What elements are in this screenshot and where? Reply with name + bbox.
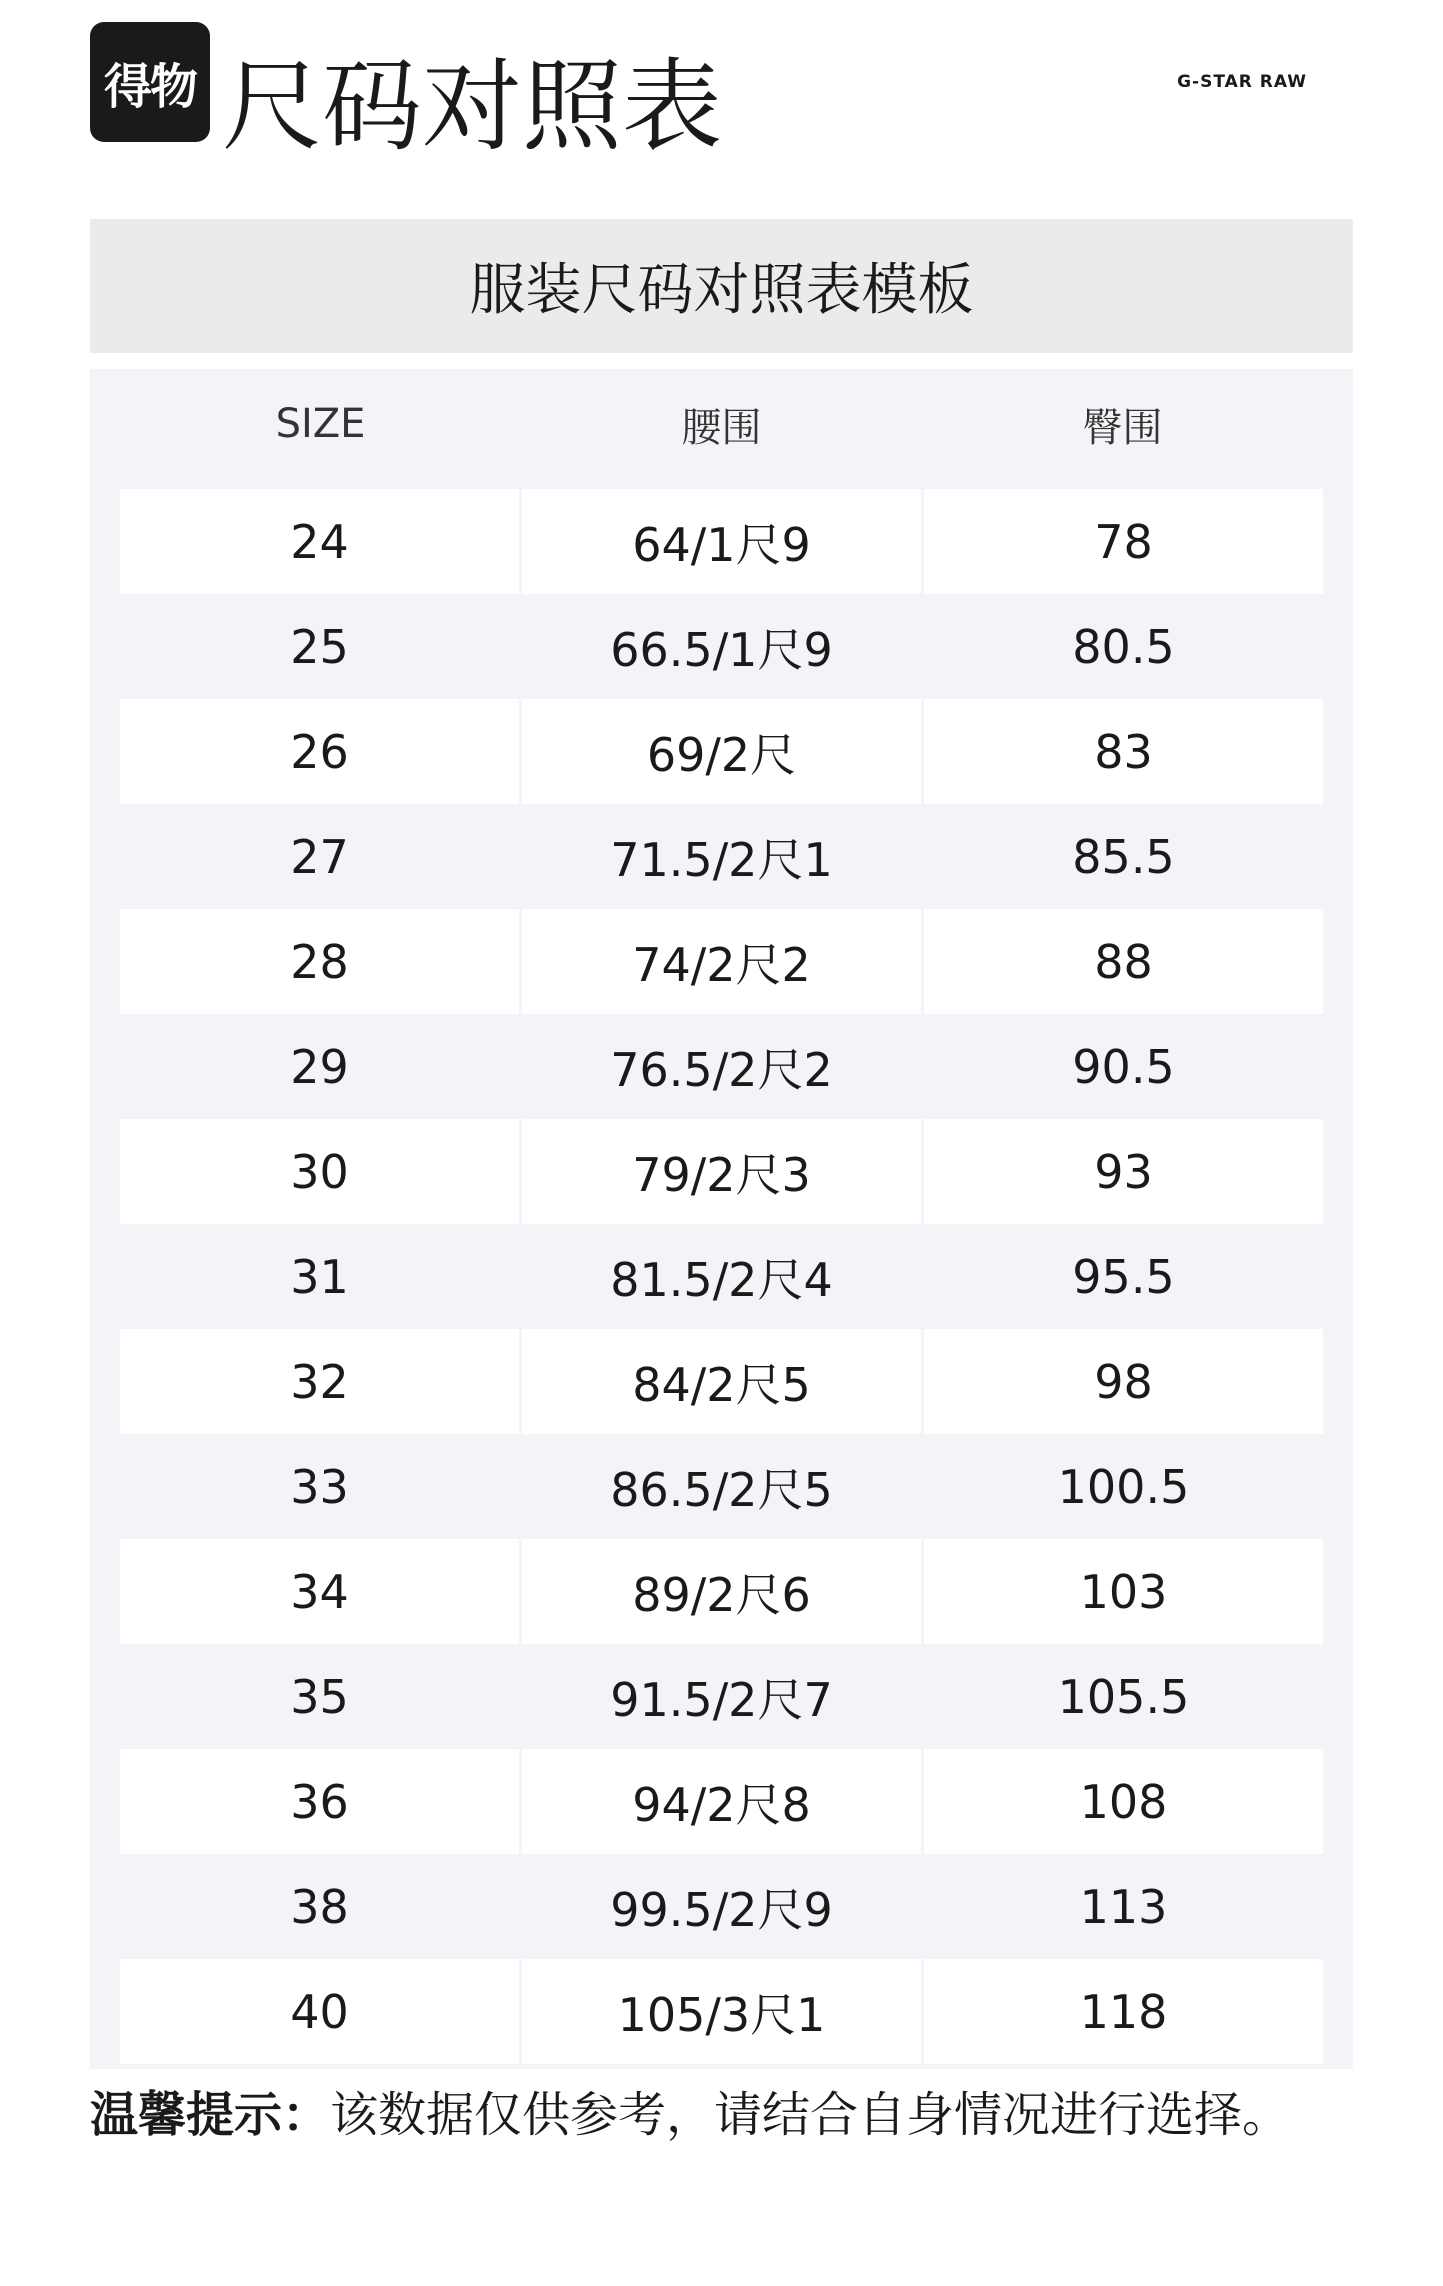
cell-hip: 105.5	[921, 1644, 1323, 1749]
cell-size: 35	[120, 1644, 519, 1749]
cell-size: 36	[120, 1749, 519, 1854]
table-row	[120, 804, 1323, 909]
table-row	[120, 909, 1323, 1014]
cell-waist: 84/2尺5	[519, 1329, 921, 1434]
cell-waist: 91.5/2尺7	[519, 1644, 921, 1749]
cell-size: 27	[120, 804, 519, 909]
cell-waist: 76.5/2尺2	[519, 1014, 921, 1119]
table-row	[120, 594, 1323, 699]
cell-hip: 113	[921, 1854, 1323, 1959]
cell-waist: 89/2尺6	[519, 1539, 921, 1644]
cell-waist: 86.5/2尺5	[519, 1434, 921, 1539]
cell-hip: 100.5	[921, 1434, 1323, 1539]
table-row	[120, 1749, 1323, 1854]
column-header-size: SIZE	[275, 401, 366, 447]
cell-waist: 69/2尺	[519, 699, 921, 804]
tip-note	[90, 2080, 1290, 2150]
table-row	[120, 1224, 1323, 1329]
cell-hip: 78	[921, 489, 1323, 594]
table-row	[120, 1014, 1323, 1119]
cell-size: 32	[120, 1329, 519, 1434]
cell-waist: 64/1尺9	[519, 489, 921, 594]
cell-waist: 105/3尺1	[519, 1959, 921, 2064]
brand-logo: G-STAR RAW	[1177, 72, 1307, 92]
cell-waist: 79/2尺3	[519, 1119, 921, 1224]
table-row	[120, 1434, 1323, 1539]
cell-size: 40	[120, 1959, 519, 2064]
cell-waist: 71.5/2尺1	[519, 804, 921, 909]
cell-size: 26	[120, 699, 519, 804]
cell-hip: 98	[921, 1329, 1323, 1434]
cell-waist: 81.5/2尺4	[519, 1224, 921, 1329]
table-row	[120, 1329, 1323, 1434]
page-title: 尺码对照表	[222, 48, 722, 165]
cell-hip: 95.5	[921, 1224, 1323, 1329]
cell-size: 24	[120, 489, 519, 594]
cell-hip: 93	[921, 1119, 1323, 1224]
cell-size: 29	[120, 1014, 519, 1119]
table-row	[120, 1119, 1323, 1224]
table-header-row	[120, 369, 1323, 479]
tip-text: 该数据仅供参考，请结合自身情况进行选择。	[330, 2087, 1291, 2143]
table-row	[120, 489, 1323, 594]
cell-waist: 99.5/2尺9	[519, 1854, 921, 1959]
cell-size: 30	[120, 1119, 519, 1224]
cell-size: 28	[120, 909, 519, 1014]
cell-size: 38	[120, 1854, 519, 1959]
column-header-hip: 臀围	[1082, 404, 1163, 451]
table-row	[120, 1644, 1323, 1749]
column-header-waist: 腰围	[681, 404, 762, 451]
cell-size: 25	[120, 594, 519, 699]
table-row	[120, 1854, 1323, 1959]
cell-hip: 118	[921, 1959, 1323, 2064]
cell-hip: 83	[921, 699, 1323, 804]
tip-label: 温馨提示：	[90, 2087, 331, 2143]
cell-hip: 103	[921, 1539, 1323, 1644]
cell-hip: 108	[921, 1749, 1323, 1854]
cell-hip: 88	[921, 909, 1323, 1014]
cell-size: 31	[120, 1224, 519, 1329]
cell-waist: 94/2尺8	[519, 1749, 921, 1854]
cell-size: 34	[120, 1539, 519, 1644]
dewu-logo: 得物	[90, 22, 210, 142]
size-table	[90, 369, 1353, 2069]
table-row	[120, 699, 1323, 804]
cell-waist: 66.5/1尺9	[519, 594, 921, 699]
cell-hip: 80.5	[921, 594, 1323, 699]
cell-hip: 90.5	[921, 1014, 1323, 1119]
table-row	[120, 1539, 1323, 1644]
table-body	[120, 489, 1323, 2064]
table-row	[120, 1959, 1323, 2064]
table-title: 服装尺码对照表模板	[90, 219, 1353, 353]
cell-hip: 85.5	[921, 804, 1323, 909]
cell-waist: 74/2尺2	[519, 909, 921, 1014]
cell-size: 33	[120, 1434, 519, 1539]
